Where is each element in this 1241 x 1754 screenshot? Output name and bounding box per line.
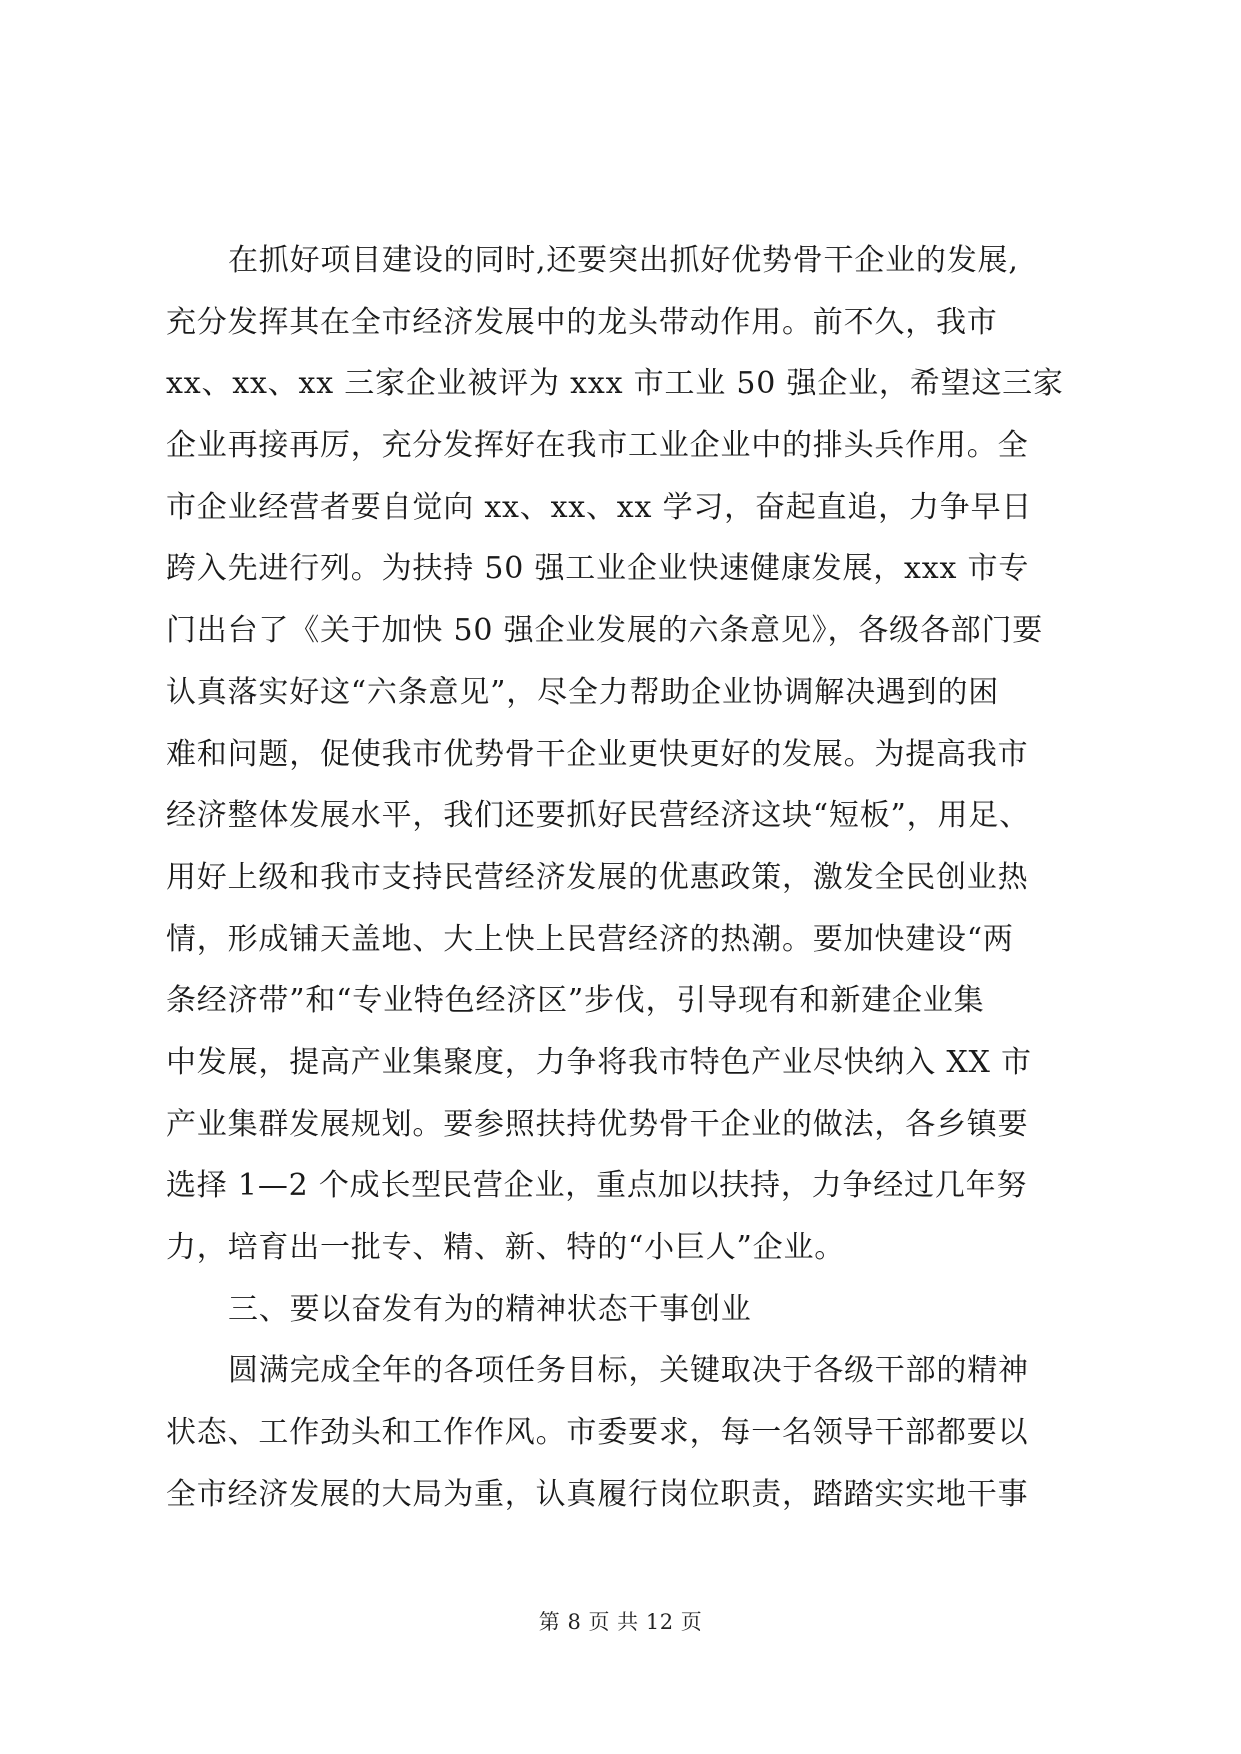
paragraph-line: 圆满完成全年的各项任务目标，关键取决于各级干部的精神 [228, 1353, 1029, 1389]
paragraph-line: 中发展，提高产业集聚度，力争将我市特色产业尽快纳入 XX 市 [166, 1044, 1032, 1080]
section-heading: 三、要以奋发有为的精神状态干事创业 [228, 1291, 752, 1327]
paragraph-line: xx、xx、xx 三家企业被评为 xxx 市工业 50 强企业，希望这三家 [166, 366, 1064, 402]
paragraph-line: 跨入先进行列。为扶持 50 强工业企业快速健康发展，xxx 市专 [166, 551, 1030, 587]
paragraph-line: 认真落实好这“六条意见”，尽全力帮助企业协调解决遇到的困 [166, 674, 1000, 710]
paragraph-line: 选择 1—2 个成长型民营企业，重点加以扶持，力争经过几年努 [166, 1168, 1028, 1204]
paragraph-line: 在抓好项目建设的同时,还要突出抓好优势骨干企业的发展, [228, 243, 1019, 278]
paragraph-line: 条经济带”和“专业特色经济区”步伐，引导现有和新建企业集 [166, 983, 985, 1019]
paragraph-line: 状态、工作劲头和工作作风。市委要求，每一名领导干部都要以 [166, 1415, 1029, 1451]
page-number-footer: 第 8 页 共 12 页 [538, 1610, 703, 1634]
paragraph-line: 产业集群发展规划。要参照扶持优势骨干企业的做法，各乡镇要 [166, 1106, 1029, 1142]
paragraph-line: 难和问题，促使我市优势骨干企业更快更好的发展。为提高我市 [166, 736, 1029, 772]
paragraph-line: 充分发挥其在全市经济发展中的龙头带动作用。前不久，我市 [166, 304, 998, 340]
paragraph-line: 企业再接再厉，充分发挥好在我市工业企业中的排头兵作用。全 [166, 428, 1029, 464]
body-text [166, 230, 1086, 1525]
paragraph-line: 市企业经营者要自觉向 xx、xx、xx 学习，奋起直追，力争早日 [166, 489, 1033, 525]
paragraph-line: 力，培育出一批专、精、新、特的“小巨人”企业。 [166, 1230, 846, 1265]
paragraph-line: 情，形成铺天盖地、大上快上民营经济的热潮。要加快建设“两 [166, 921, 1014, 957]
paragraph-line: 用好上级和我市支持民营经济发展的优惠政策，激发全民创业热 [166, 859, 1029, 895]
paragraph-line: 门出台了《关于加快 50 强企业发展的六条意见》，各级各部门要 [166, 613, 1044, 649]
paragraph-line: 经济整体发展水平，我们还要抓好民营经济这块“短板”，用足、 [166, 798, 1030, 834]
paragraph-line: 全市经济发展的大局为重，认真履行岗位职责，踏踏实实地干事 [166, 1476, 1029, 1512]
